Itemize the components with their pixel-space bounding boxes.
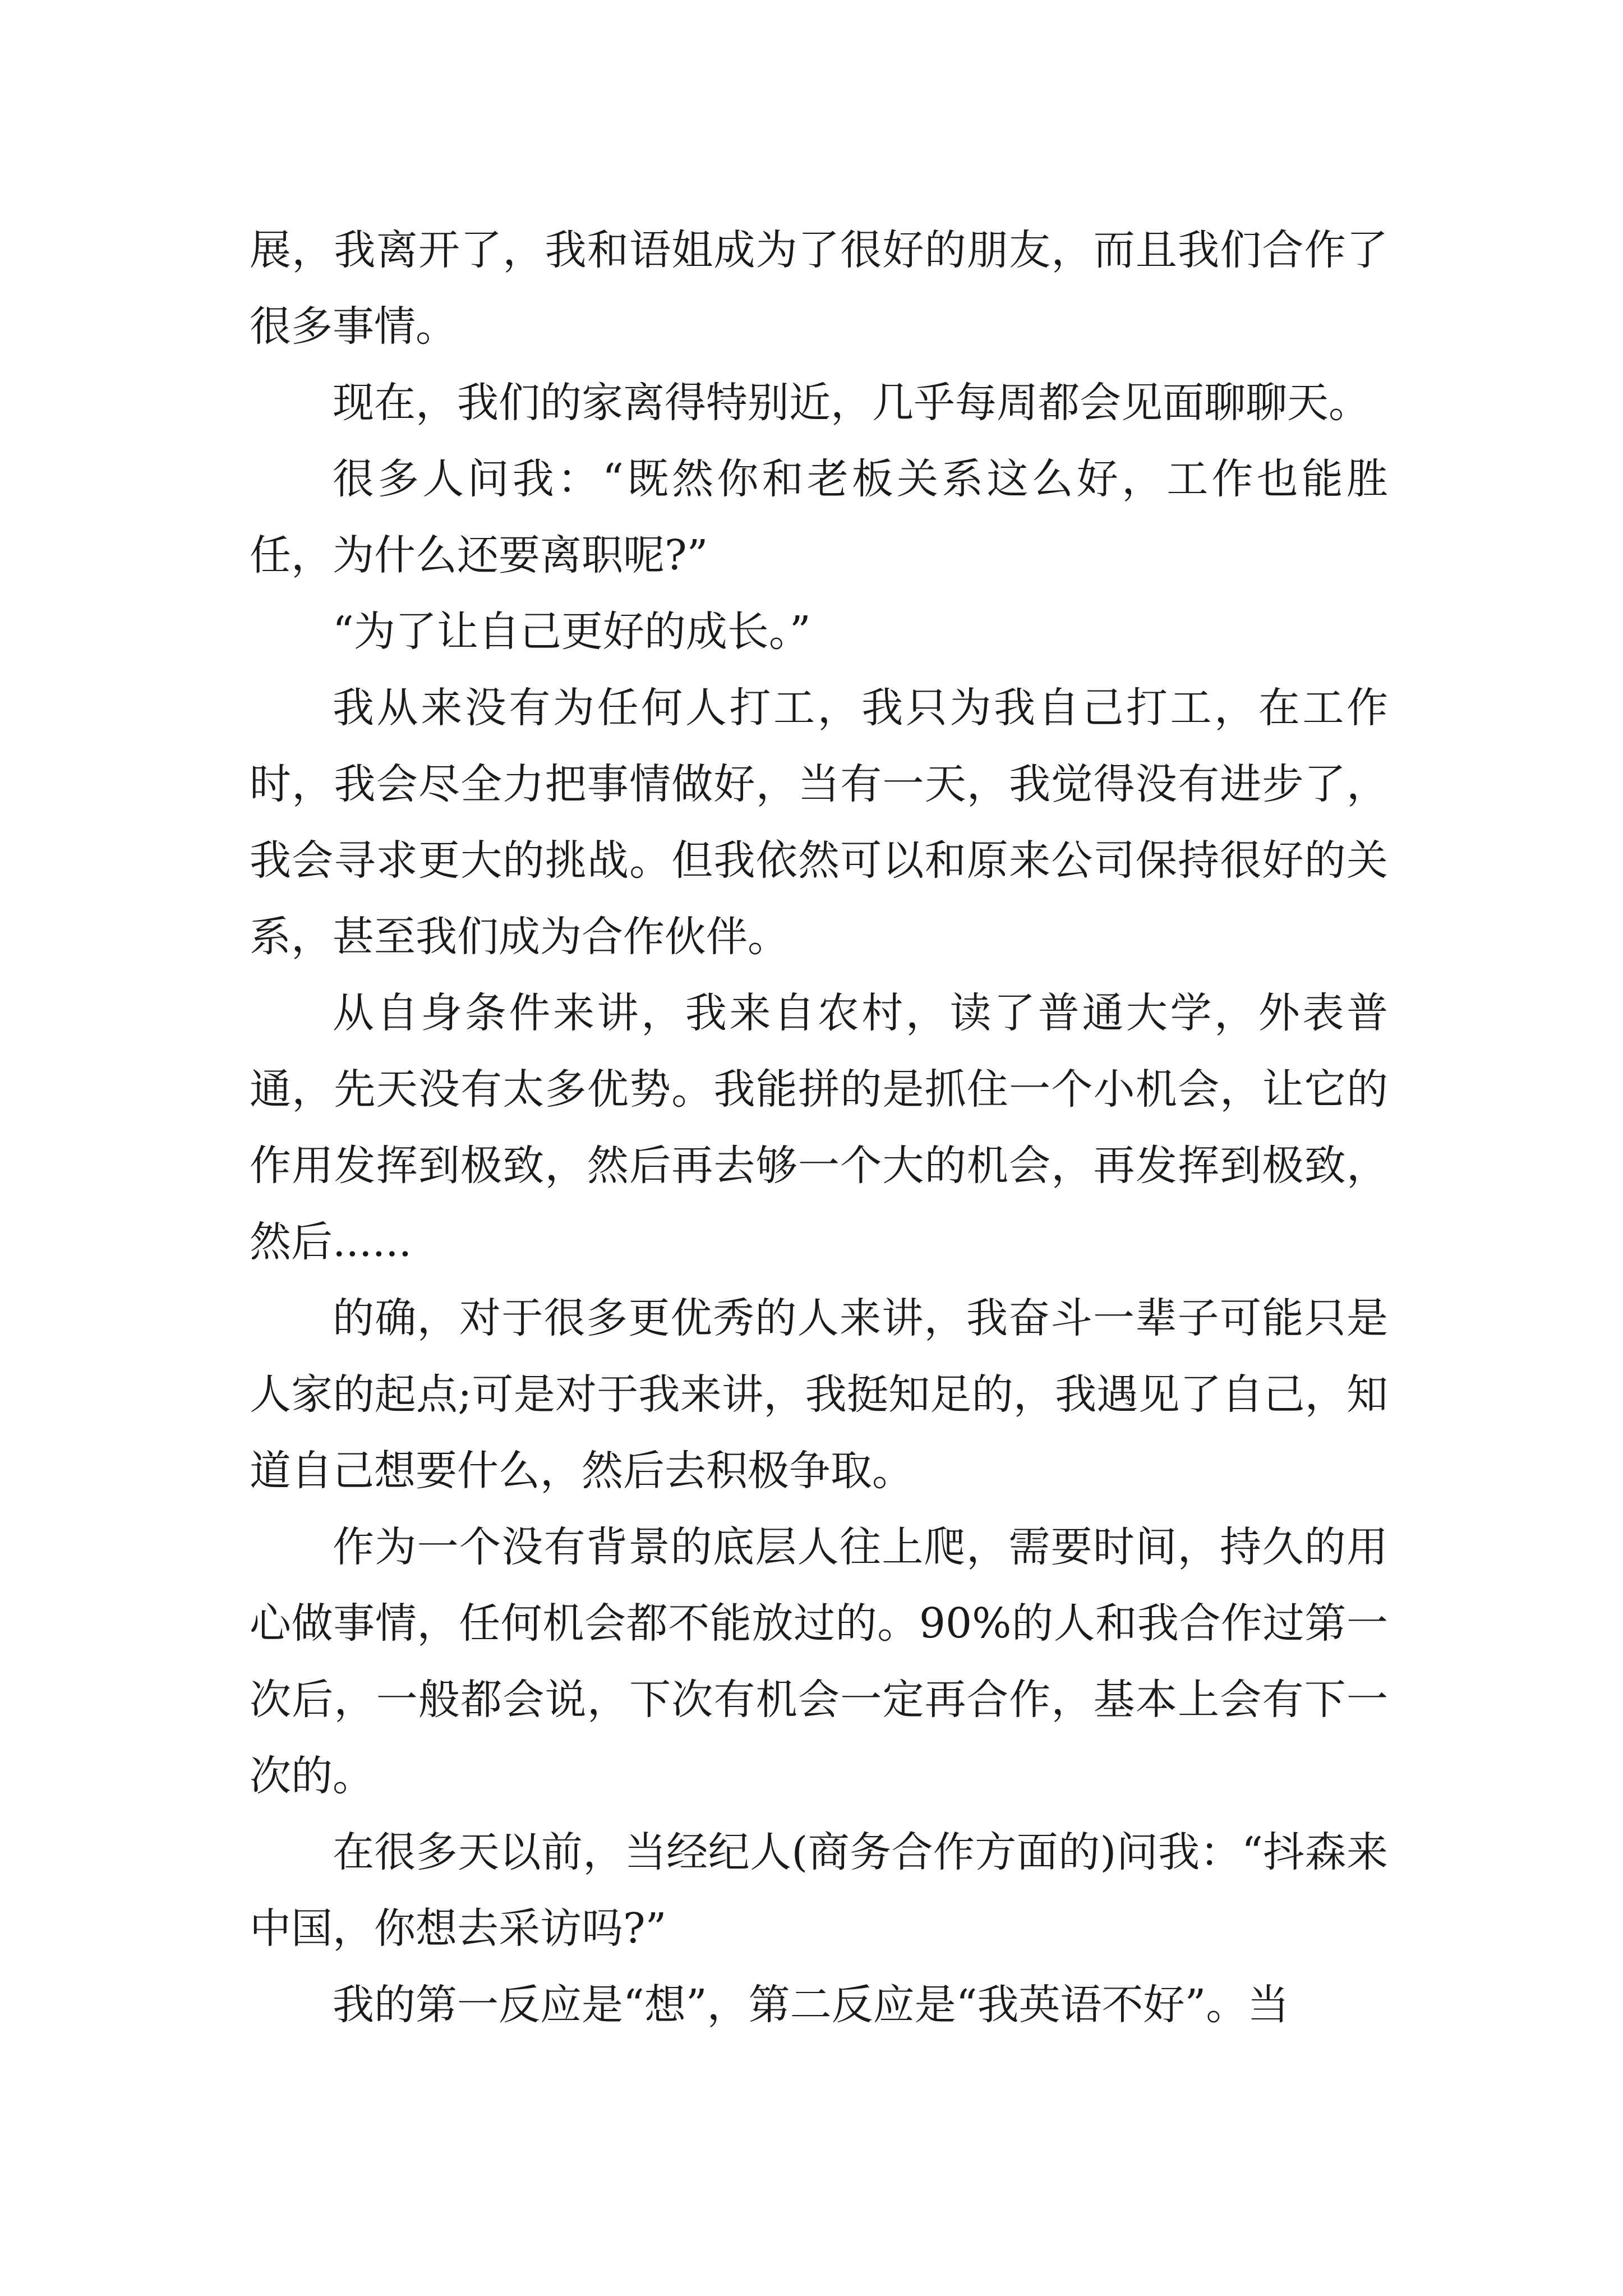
paragraph: 从自身条件来讲，我来自农村，读了普通大学，外表普通，先天没有太多优势。我能拼的是抓住一个小机会，让它的作用发挥到极致，然后再去够一个大的机会，再发挥到极致，然后...... <box>250 989 1388 1266</box>
paragraph: 现在，我们的家离得特别近，几乎每周都会见面聊聊天。 <box>333 379 1370 427</box>
paragraph: 我从来没有为任何人打工，我只为我自己打工，在工作时，我会尽全力把事情做好，当有一天，我觉得没有进步了，我会寻求更大的挑战。但我依然可以和原来公司保持很好的关系，甚至我们成为合作伙伴。 <box>250 684 1388 961</box>
paragraph: 的确，对于很多更优秀的人来讲，我奋斗一辈子可能只是人家的起点;可是对于我来讲，我挺知足的，我遇见了自己，知道自己想要什么，然后去积极争取。 <box>250 1294 1388 1495</box>
paragraph: 作为一个没有背景的底层人往上爬，需要时间，持久的用心做事情，任何机会都不能放过的。90%的人和我合作过第一次后，一般都会说，下次有机会一定再合作，基本上会有下一次的。 <box>250 1523 1388 1800</box>
paragraph: “为了让自己更好的成长。” <box>333 608 811 656</box>
article-body <box>250 212 1388 2043</box>
paragraph: 在很多天以前，当经纪人(商务合作方面的)问我：“抖森来中国，你想去采访吗?” <box>250 1828 1388 1953</box>
paragraph-continuation: 展，我离开了，我和语姐成为了很好的朋友，而且我们合作了很多事情。 <box>250 226 1388 351</box>
paragraph: 我的第一反应是“想”，第二反应是“我英语不好”。当 <box>333 1981 1289 2029</box>
paragraph: 很多人问我：“既然你和老板关系这么好，工作也能胜任，为什么还要离职呢?” <box>250 455 1388 579</box>
